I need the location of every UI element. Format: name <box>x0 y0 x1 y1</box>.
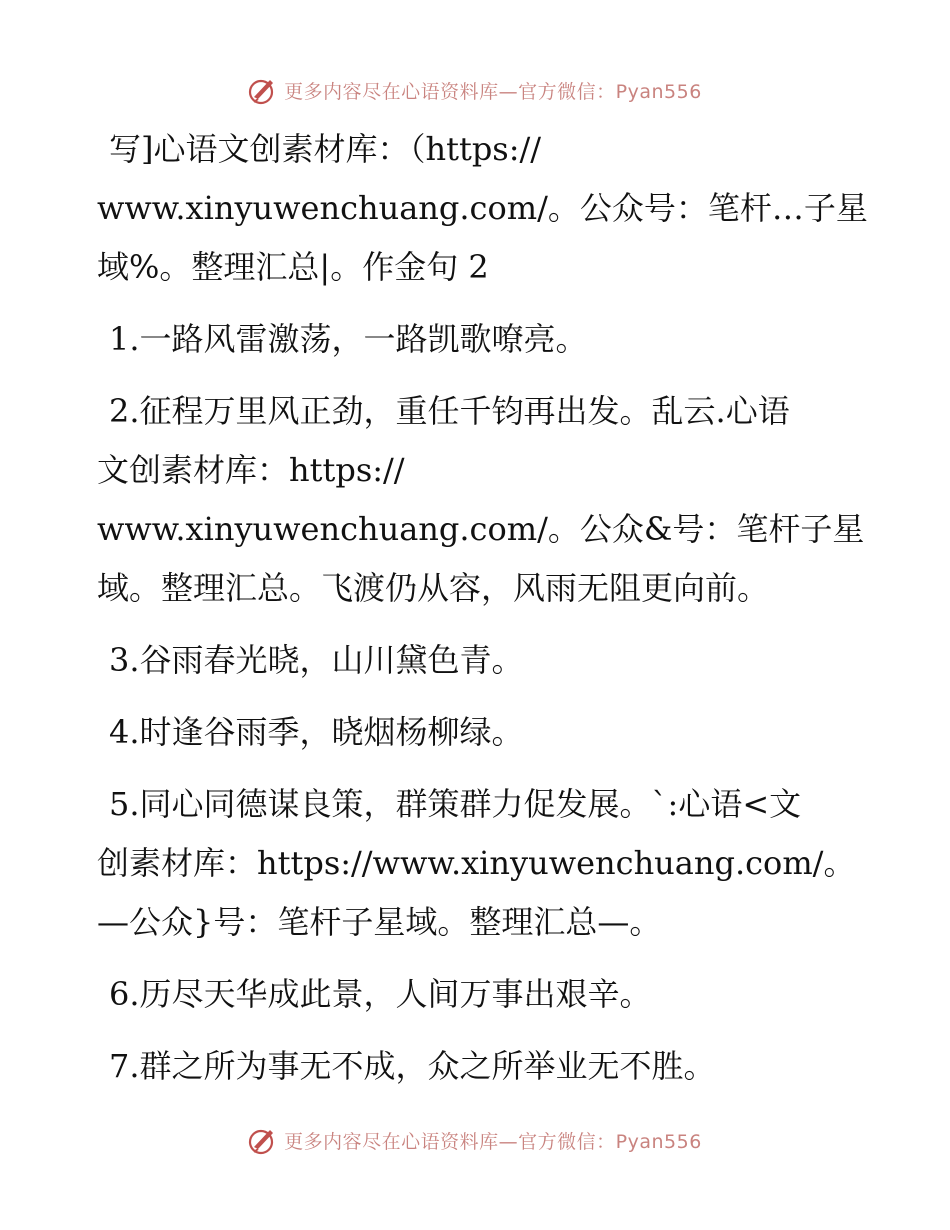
text-line: —公众}号：笔杆子星域。整理汇总—。 <box>97 903 662 941</box>
header-watermark-text: 更多内容尽在心语资料库—官方微信：Pyan556 <box>284 80 702 103</box>
text-line: 文创素材库：https:// <box>97 451 405 489</box>
text-line: www.xinyuwenchuang.com/。公众&号：笔杆子星 <box>97 510 865 548</box>
list-item-3 <box>97 631 857 690</box>
text-line: 3.谷雨春光晓，山川黛色青。 <box>109 641 524 679</box>
document-body <box>97 120 868 1109</box>
footer-watermark-text: 更多内容尽在心语资料库—官方微信：Pyan556 <box>284 1130 702 1153</box>
list-item-6 <box>97 965 857 1024</box>
list-item-7 <box>97 1037 857 1096</box>
list-item-5 <box>97 775 857 952</box>
text-line: 1.一路风雷激荡，一路凯歌嘹亮。 <box>109 320 588 358</box>
footer-watermark <box>0 1120 950 1160</box>
text-line: 域%。整理汇总|。作金句 2 <box>97 248 489 286</box>
text-line: 4.时逢谷雨季，晓烟杨柳绿。 <box>109 713 524 751</box>
paragraph-intro <box>97 120 868 297</box>
quill-pen-logo-icon <box>248 1125 278 1155</box>
text-line: 5.同心同德谋良策，群策群力促发展。`:心语<文 <box>109 785 802 823</box>
text-line: 2.征程万里风正劲，重任千钧再出发。乱云.心语 <box>109 392 790 430</box>
list-item-2 <box>97 382 865 618</box>
text-line: 6.历尽天华成此景，人间万事出艰辛。 <box>109 975 652 1013</box>
list-item-1 <box>97 310 857 369</box>
quill-pen-logo-icon <box>248 75 278 105</box>
text-line: www.xinyuwenchuang.com/。公众号：笔杆…子星 <box>97 189 868 227</box>
text-line: 写]心语文创素材库：（https:// <box>109 130 542 168</box>
text-line: 域。整理汇总。飞渡仍从容，风雨无阻更向前。 <box>97 569 770 607</box>
list-item-4 <box>97 703 857 762</box>
text-line: 7.群之所为事无不成，众之所举业无不胜。 <box>109 1047 716 1085</box>
header-watermark <box>0 70 950 110</box>
text-line: 创素材库：https://www.xinyuwenchuang.com/。 <box>97 844 856 882</box>
